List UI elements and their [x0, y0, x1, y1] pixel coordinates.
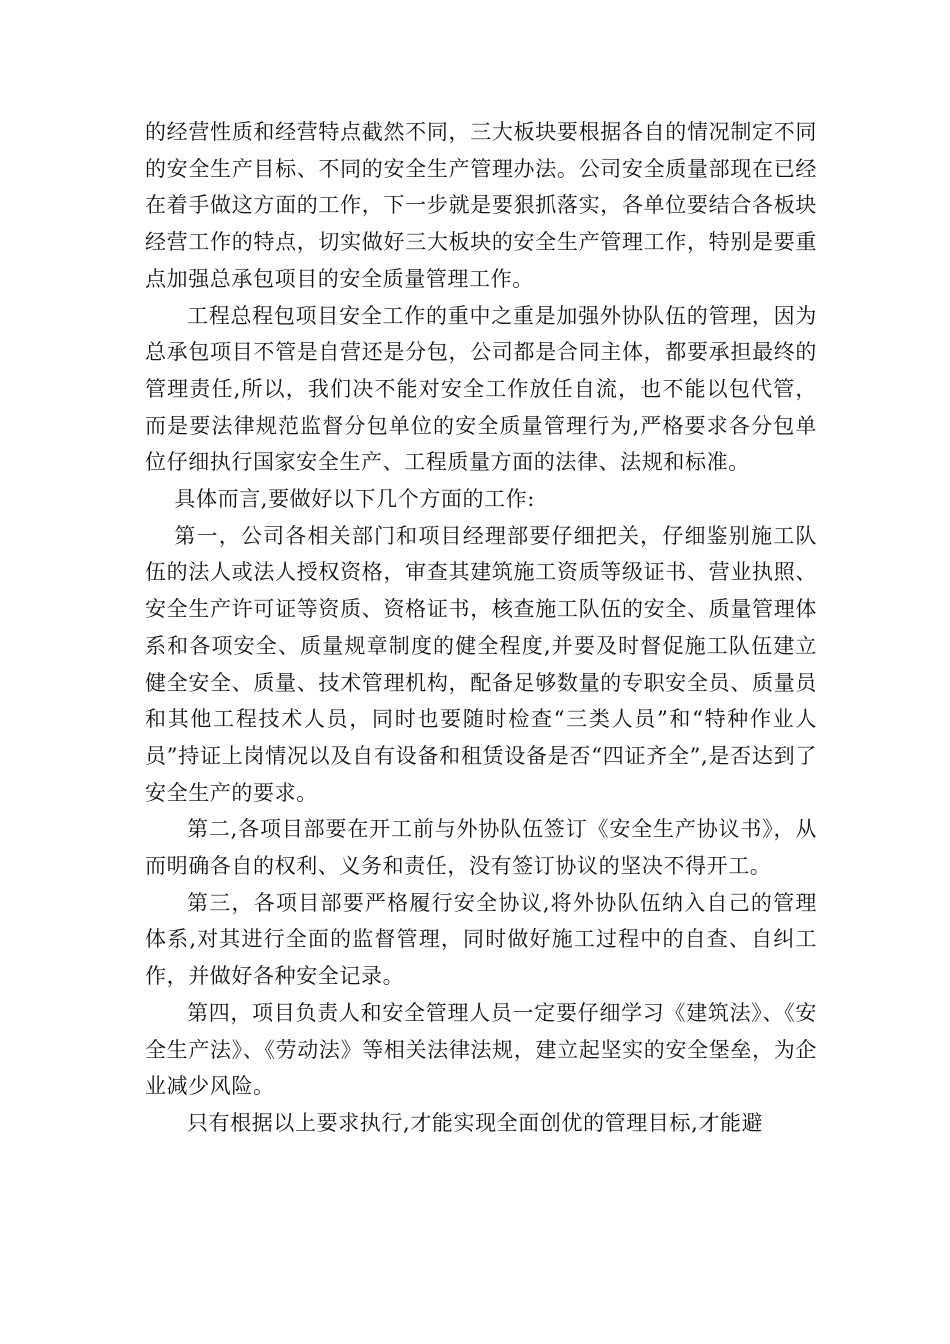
paragraph-2: 工程总程包项目安全工作的重中之重是加强外协队伍的管理，因为总承包项目不管是自营还是分包，公司都是合同主体，都要承担最终的管理责任,所以，我们决不能对安全工作放任自流，也不能以包代管，而是要法律规范监督分包单位的安全质量管理行为,严格要求各分包单位仔细执行国家安全生产、工程质量方面的法律、法规和标准。: [145, 303, 817, 475]
paragraph-5: 第二,各项目部要在开工前与外协队伍签订《安全生产协议书》，从而明确各自的权利、义务和责任，没有签订协议的坚决不得开工。: [145, 817, 817, 879]
paragraph-1: 的经营性质和经营特点截然不同，三大板块要根据各自的情况制定不同的安全生产目标、不同的安全生产管理办法。公司安全质量部现在已经在着手做这方面的工作，下一步就是要狠抓落实，各单位要结合各板块经营工作的特点，切实做好三大板块的安全生产管理工作，特别是要重点加强总承包项目的安全质量管理工作。: [145, 120, 817, 291]
paragraph-7: 第四，项目负责人和安全管理人员一定要仔细学习《建筑法》、《安全生产法》、《劳动法》等相关法律法规，建立起坚实的安全堡垒，为企业减少风险。: [145, 1000, 817, 1099]
paragraph-3: 具体而言,要做好以下几个方面的工作:: [174, 487, 535, 512]
paragraph-6: 第三，各项目部要严格履行安全协议,将外协队伍纳入自己的管理体系,对其进行全面的监督管理，同时做好施工过程中的自查、自纠工作，并做好各种安全记录。: [145, 890, 817, 989]
paragraph-8: 只有根据以上要求执行,才能实现全面创优的管理目标,才能避: [187, 1110, 764, 1135]
paragraph-4: 第一，公司各相关部门和项目经理部要仔细把关，仔细鉴别施工队伍的法人或法人授权资格，审查其建筑施工资质等级证书、营业执照、安全生产许可证等资质、资格证书，核查施工队伍的安全、质量管理体系和各项安全、质量规章制度的健全程度,并要及时督促施工队伍建立健全安全、质量、技术管理机构，配备足够数量的专职安全员、质量员和其他工程技术人员，同时也要随时检查“三类人员”和“特种作业人员”持证上岗情况以及自有设备和租赁设备是否“四证齐全”,是否达到了安全生产的要求。: [145, 523, 817, 805]
document-page: [145, 114, 817, 1142]
